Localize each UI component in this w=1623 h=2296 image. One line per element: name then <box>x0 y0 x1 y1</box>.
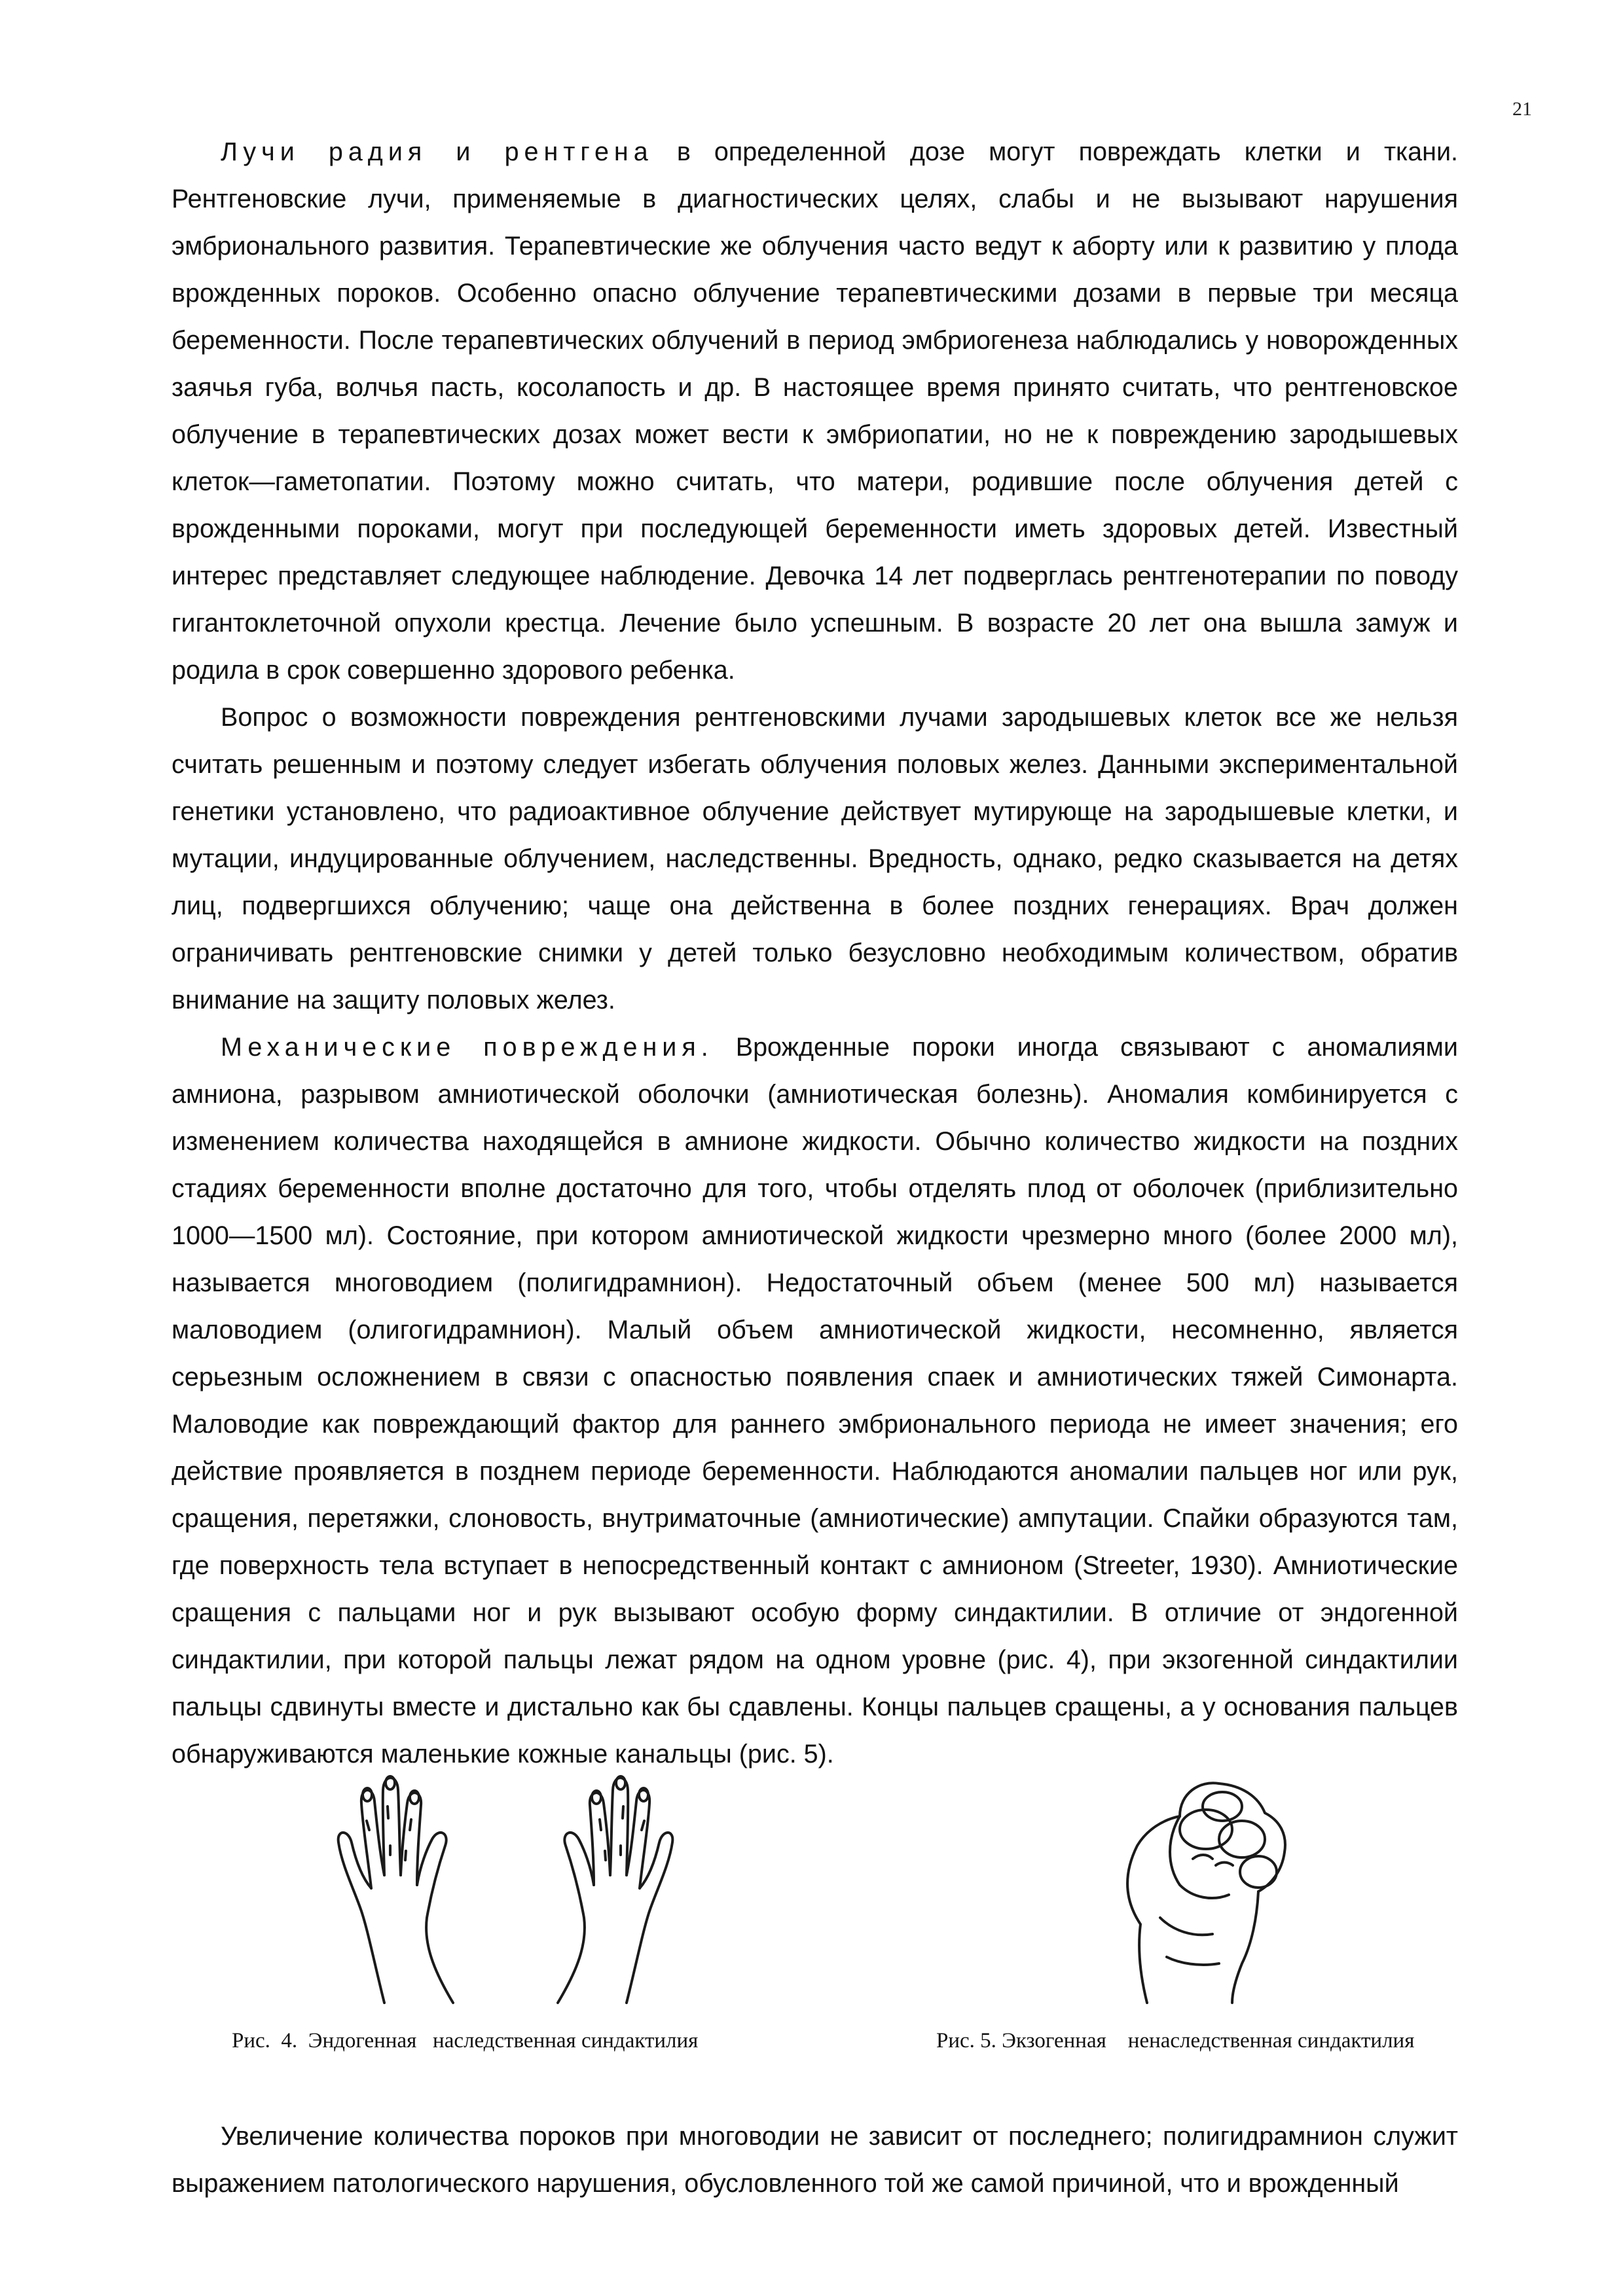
page-number: 21 <box>1512 98 1532 120</box>
paragraph-text: в определенной дозе могут повреждать клетки и ткани. Рентгеновские лучи, применяемые в диагностических целях, слабы и не вызывают нарушения эмбрионального развития. Терапевтические же облучения часто ведут к аборту или к развитию у плода врожденных пороков. Особенно опасно облучение терапевтическими дозами в первые три месяца беременности. После терапевтических облучений в период эмбриогенеза наблюдались у новорожденных заячья губа, волчья пасть, косолапость и др. В настоящее время принято считать, что рентгеновское облучение в терапевтических дозах может вести к эмбриопатии, но не к повреждению зародышевых клеток—гаметопатии. Поэтому можно считать, что матери, родившие после облучения детей с врожденными пороками, могут при последующей беременности иметь здоровых детей. Известный интерес представляет следующее наблюдение. Девочка 14 лет подверглась рентгенотерапии по поводу гигантоклеточной опухоли крестца. Лечение было успешным. В возрасте 20 лет она вышла замуж и родила в срок совершенно здорового ребенка. <box>172 137 1458 685</box>
figure-4-caption: Рис. 4. Эндогенная наследственная синдактилия <box>232 2029 699 2053</box>
paragraph-germ-cells <box>172 694 1458 1024</box>
paragraph-radiation <box>172 128 1458 694</box>
paragraph-lead: Механические повреждения. <box>221 1033 714 1062</box>
paragraph-text: Врожденные пороки иногда связывают с аномалиями амниона, разрывом амниотической оболочки (амниотическая болезнь). Аномалия комбинируется с изменением количества находящейся в амнионе жидкости. Обычно количество жидкости на поздних стадиях беременности вполне достаточно для того, чтобы отделять плод от оболочек (приблизительно 1000—1500 мл). Состояние, при котором амниотической жидкости чрезмерно много (более 2000 мл), называется многоводием (полигидрамнион). Недостаточный объем (менее 500 мл) называется маловодием (олигогидрамнион). Малый объем амниотической жидкости, несомненно, является серьезным осложнением в связи с опасностью появления спаек и амниотических тяжей Симонарта. Маловодие как повреждающий фактор для раннего эмбрионального периода не имеет значения; его действие проявляется в позднем периоде беременности. Наблюдаются аномалии пальцев ног или рук, сращения, перетяжки, слоновость, внутриматочные (амниотические) ампутации. Спайки образуются там, где поверхность тела вступает в непосредственный контакт с амнионом (Streeter, 1930). Амниотические сращения с пальцами ног и рук вызывают особую форму синдактилии. В отличие от эндогенной синдактилии, при которой пальцы лежат рядом на одном уровне (рис. 4), при экзогенной синдактилии пальцы сдвинуты вместе и дистально как бы сдавлены. Концы пальцев сращены, а у основания пальцев обнаруживаются маленькие кожные канальцы (рис. 5). <box>172 1033 1458 1768</box>
paragraph-text: Вопрос о возможности повреждения рентгеновскими лучами зародышевых клеток все же нельзя считать решенным и поэтому следует избегать облучения половых желез. Данными экспериментальной генетики установлено, что радиоактивное облучение действует мутирующе на зародышевые клетки, и мутации, индуцированные облучением, наследственны. Вредность, однако, редко сказывается на детях лиц, подвергшихся облучению; чаще она действенна в более поздних генерациях. Врач должен ограничивать рентгеновские снимки у детей только безусловно необходимым количеством, обратив внимание на защиту половых желез. <box>172 703 1458 1014</box>
figure-5 <box>1101 1767 1311 2009</box>
main-text <box>172 128 1458 1778</box>
paragraph-closing: Увеличение количества пороков при многоводии не зависит от последнего; полигидрамнион служит выражением патологического нарушения, обусловленного той же самой причиной, что и врожденный <box>172 2122 1458 2198</box>
paragraph-lead: Лучи радия и рентгена <box>221 137 653 166</box>
fused-fingers-hand-icon <box>1101 1767 1311 2009</box>
figures-row <box>172 1767 1458 2055</box>
closing-text <box>172 2113 1458 2207</box>
paragraph-mechanical <box>172 1024 1458 1778</box>
figure-4 <box>322 1767 689 2009</box>
two-hands-syndactyly-icon <box>322 1767 689 2009</box>
figure-5-caption: Рис. 5. Экзогенная ненаследственная синдактилия <box>936 2029 1415 2053</box>
